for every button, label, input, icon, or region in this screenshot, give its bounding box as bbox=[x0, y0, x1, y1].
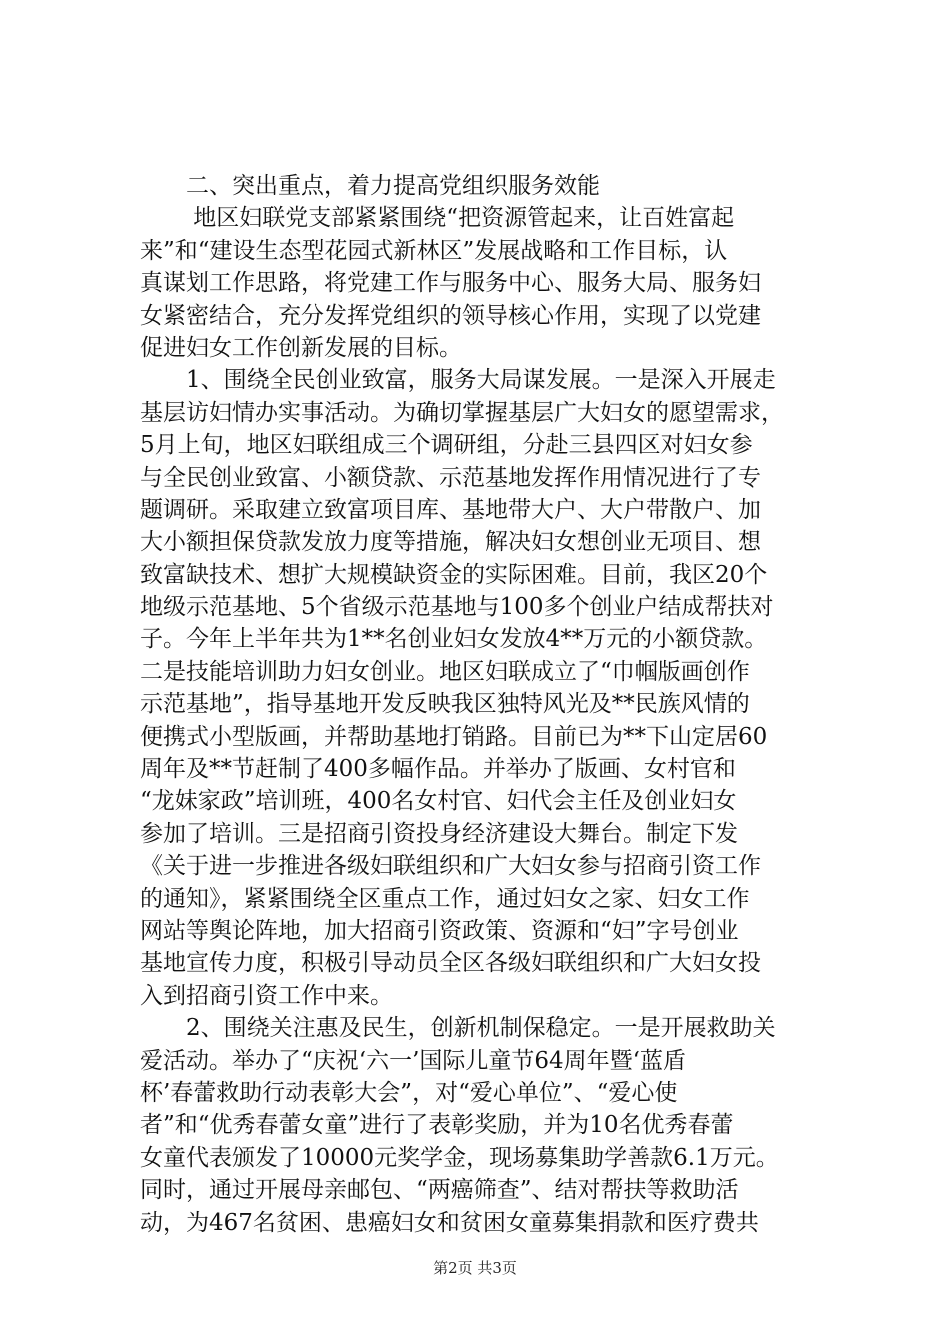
text-line: 网站等舆论阵地，加大招商引资政策、资源和“妇”字号创业 bbox=[140, 917, 739, 944]
text-line: 女紧密结合，充分发挥党组织的领导核心作用，实现了以党建 bbox=[140, 302, 761, 329]
text-line: 5月上旬，地区妇联组成三个调研组，分赴三县四区对妇女参 bbox=[140, 432, 753, 459]
text-line: 基地宣传力度，积极引导动员全区各级妇联组织和广大妇女投 bbox=[140, 950, 761, 977]
text-line: 示范基地”，指导基地开发反映我区独特风光及**民族风情的 bbox=[140, 691, 750, 718]
text-line: 二是技能培训助力妇女创业。地区妇联成立了“巾帼版画创作 bbox=[140, 658, 750, 685]
text-line: 二、突出重点，着力提高党组织服务效能 bbox=[140, 173, 600, 199]
text-line: 爱活动。举办了“庆祝‘六一’国际儿童节64周年暨‘蓝盾 bbox=[140, 1047, 686, 1074]
text-line: 子。今年上半年共为1**名创业妇女发放4**万元的小额贷款。 bbox=[140, 626, 768, 653]
text-line: 致富缺技术、想扩大规模缺资金的实际困难。目前，我区20个 bbox=[140, 561, 768, 588]
body-text bbox=[140, 170, 830, 1239]
text-line: 基层访妇情办实事活动。为确切掌握基层广大妇女的愿望需求， bbox=[140, 399, 784, 426]
text-line: 1、围绕全民创业致富，服务大局谋发展。一是深入开展走 bbox=[140, 367, 776, 394]
page-footer: 第2页 共3页 bbox=[433, 1259, 517, 1277]
text-line: 便携式小型版画，并帮助基地打销路。目前已为**下山定居60 bbox=[140, 723, 768, 750]
text-line: 与全民创业致富、小额贷款、示范基地发挥作用情况进行了专 bbox=[140, 464, 761, 491]
text-line: 促进妇女工作创新发展的目标。 bbox=[140, 334, 462, 361]
text-line: 参加了培训。三是招商引资投身经济建设大舞台。制定下发 bbox=[140, 820, 738, 847]
text-line: 大小额担保贷款发放力度等措施，解决妇女想创业无项目、想 bbox=[140, 529, 761, 556]
text-line: 女童代表颁发了10000元奖学金，现场募集助学善款6.1万元。 bbox=[140, 1144, 779, 1171]
text-line: “龙妹家政”培训班，400名女村官、妇代会主任及创业妇女 bbox=[140, 788, 737, 815]
text-line: 真谋划工作思路，将党建工作与服务中心、服务大局、服务妇 bbox=[140, 270, 761, 297]
text-line: 杯’春蕾救助行动表彰大会”，对“爱心单位”、“爱心使 bbox=[140, 1079, 678, 1106]
text-line: 2、围绕关注惠及民生，创新机制保稳定。一是开展救助关 bbox=[140, 1015, 776, 1042]
text-line: 的通知》，紧紧围绕全区重点工作，通过妇女之家、妇女工作 bbox=[140, 885, 750, 912]
text-line: 动，为467名贫困、患癌妇女和贫困女童募集捐款和医疗费共 bbox=[140, 1209, 759, 1236]
text-line: 《关于进一步推进各级妇联组织和广大妇女参与招商引资工作 bbox=[140, 853, 761, 880]
text-line: 地级示范基地、5个省级示范基地与100多个创业户结成帮扶对 bbox=[140, 594, 774, 621]
text-line: 入到招商引资工作中来。 bbox=[140, 982, 393, 1009]
text-line: 周年及**节赶制了400多幅作品。并举办了版画、女村官和 bbox=[140, 756, 736, 783]
text-line: 者”和“优秀春蕾女童”进行了表彰奖励，并为10名优秀春蕾 bbox=[140, 1112, 734, 1139]
text-line: 题调研。采取建立致富项目库、基地带大户、大户带散户、加 bbox=[140, 496, 761, 523]
text-line: 地区妇联党支部紧紧围绕“把资源管起来，让百姓富起 bbox=[140, 205, 735, 232]
text-line: 同时，通过开展母亲邮包、“两癌筛查”、结对帮扶等救助活 bbox=[140, 1177, 739, 1204]
text-line: 来”和“建设生态型花园式新林区”发展战略和工作目标，认 bbox=[140, 237, 728, 264]
